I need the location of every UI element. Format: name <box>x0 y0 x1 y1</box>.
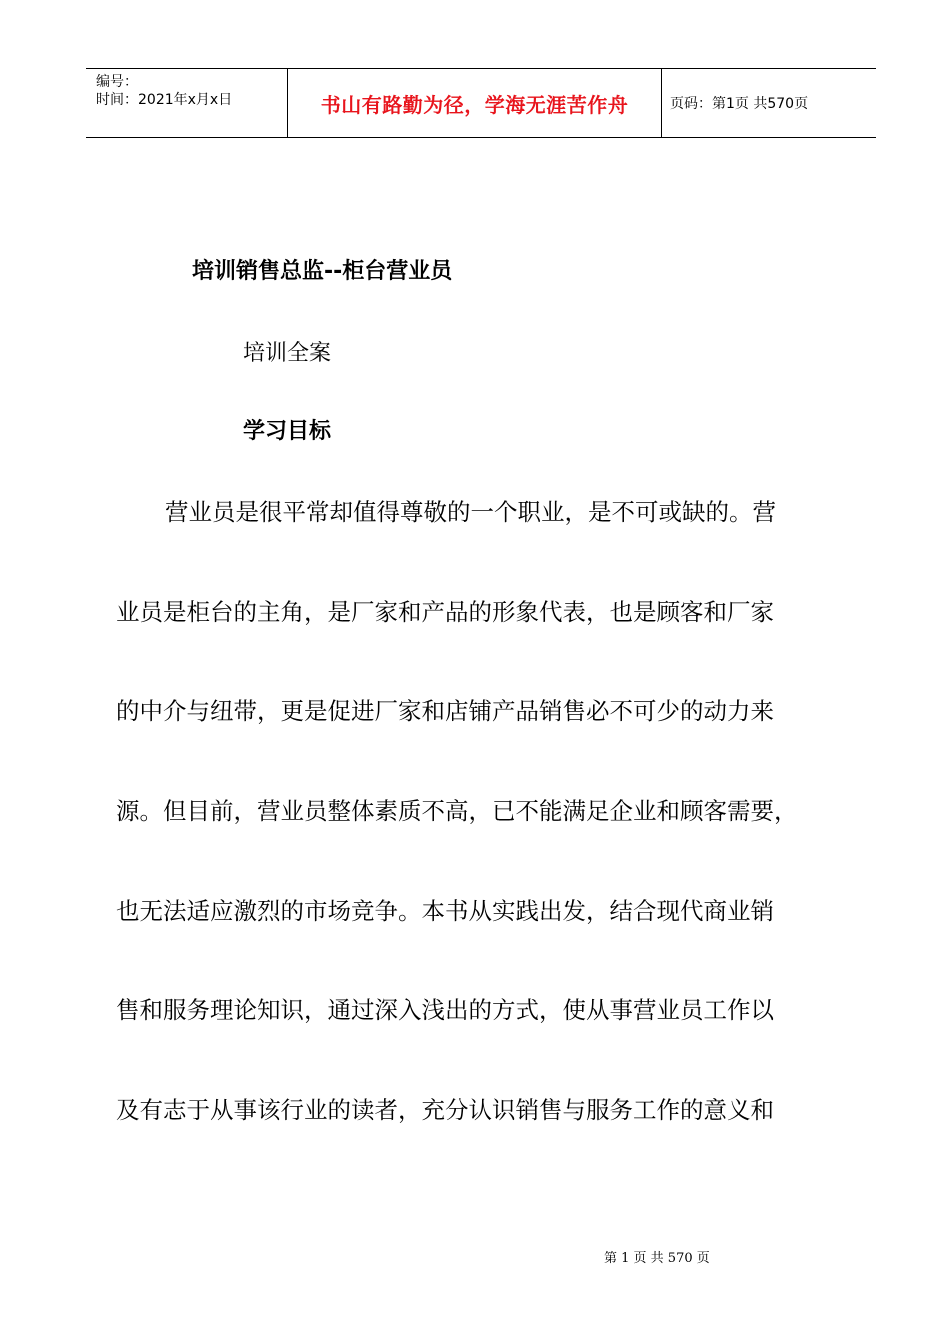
section-heading: 学习目标 <box>243 419 332 444</box>
paragraph-line: 也无法适应激烈的市场竞争。本书从实践出发，结合现代商业销 <box>116 897 774 925</box>
header-page-info: 页码：第1页 共570页 <box>670 96 809 112</box>
header-time-label: 时间：2021年x月x日 <box>96 92 233 108</box>
paragraph-line: 业员是柜台的主角，是厂家和产品的形象代表，也是顾客和厂家 <box>116 598 774 626</box>
document-subtitle: 培训全案 <box>243 341 332 366</box>
paragraph-line: 售和服务理论知识，通过深入浅出的方式，使从事营业员工作以 <box>116 996 774 1024</box>
page-header <box>86 68 876 138</box>
header-motto-cell <box>287 69 662 137</box>
page-footer: 第 1 页 共 570 页 <box>604 1251 710 1266</box>
paragraph-line: 的中介与纽带，更是促进厂家和店铺产品销售必不可少的动力来 <box>116 697 774 725</box>
header-page-cell <box>662 69 876 137</box>
paragraph-line: 及有志于从事该行业的读者，充分认识销售与服务工作的意义和 <box>116 1096 774 1124</box>
paragraph-line: 营业员是很平常却值得尊敬的一个职业，是不可或缺的。营 <box>165 498 776 526</box>
document-title: 培训销售总监--柜台营业员 <box>192 259 453 284</box>
paragraph-line: 源。但目前，营业员整体素质不高，已不能满足企业和顾客需要， <box>116 797 798 825</box>
header-number-label: 编号： <box>96 74 138 90</box>
header-motto: 书山有路勤为径，学海无涯苦作舟 <box>320 92 629 117</box>
header-meta-cell <box>86 69 287 137</box>
